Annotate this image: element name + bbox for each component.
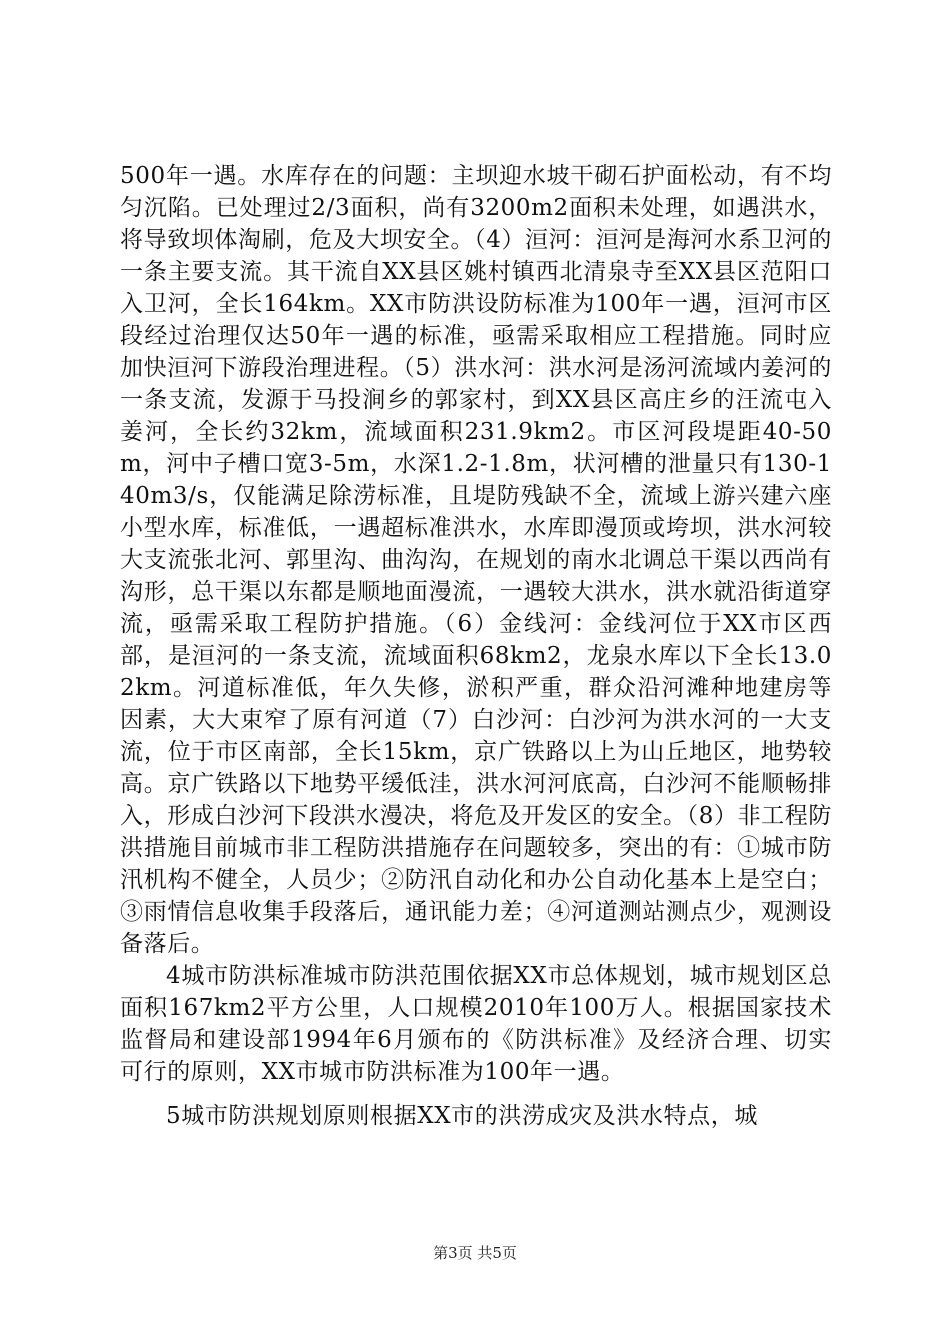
document-body (120, 160, 832, 1132)
paragraph-gap (120, 1088, 832, 1100)
paragraph-planning-principles: 5城市防洪规划原则根据XX市的洪涝成灾及洪水特点，城 (166, 1103, 758, 1129)
page-number-footer: 第3页 共5页 (433, 1244, 517, 1262)
paragraph-flood-standard: 4城市防洪标准城市防洪范围依据XX市总体规划，城市规划区总面积167km2平方公里，人口规模2010年100万人。根据国家技术监督局和建设部1994年6月颁布的《防洪标准》及经济合理、切实可行的原则，XX市城市防洪标准为100年一遇。 (120, 963, 832, 1085)
paragraph-flood-issues: 500年一遇。水库存在的问题：主坝迎水坡干砌石护面松动，有不均匀沉陷。已处理过2/3面积，尚有3200m2面积未处理，如遇洪水，将导致坝体淘刷，危及大坝安全。（4）洹河：洹河是海河水系卫河的一条主要支流。其干流自XX县区姚村镇西北清泉寺至XX县区范阳口入卫河，全长164km。XX市防洪设防标准为100年一遇，洹河市区段经过治理仅达50年一遇的标准，亟需采取相应工程措施。同时应加快洹河下游段治理进程。（5）洪水河：洪水河是汤河流域内姜河的一条支流，发源于马投涧乡的郭家村，到XX县区高庄乡的汪流屯入姜河，全长约32km，流域面积231.9km2。市区河段堤距40-50m，河中子槽口宽3-5m，水深1.2-1.8m，状河槽的泄量只有130-140m3/s，仅能满足除涝标准，且堤防残缺不全，流域上游兴建六座小型水库，标准低，一遇超标准洪水，水库即漫顶或垮坝，洪水河较大支流张北河、郭里沟、曲沟沟，在规划的南水北调总干渠以西尚有沟形，总干渠以东都是顺地面漫流，一遇较大洪水，洪水就沿街道穿流，亟需采取工程防护措施。（6）金线河：金线河位于XX市区西部，是洹河的一条支流，流域面积68km2，龙泉水库以下全长13.02km。河道标准低，年久失修，淤积严重，群众沿河滩种地建房等因素，大大束窄了原有河道（7）白沙河：白沙河为洪水河的一大支流，位于市区南部，全长15km，京广铁路以上为山丘地区，地势较高。京广铁路以下地势平缓低洼，洪水河河底高，白沙河不能顺畅排入，形成白沙河下段洪水漫决，将危及开发区的安全。（8）非工程防洪措施目前城市非工程防洪措施存在问题较多，突出的有：①城市防汛机构不健全，人员少；②防汛自动化和办公自动化基本上是空白；③雨情信息收集手段落后，通讯能力差；④河道测站测点少，观测设备落后。 (120, 163, 832, 957)
